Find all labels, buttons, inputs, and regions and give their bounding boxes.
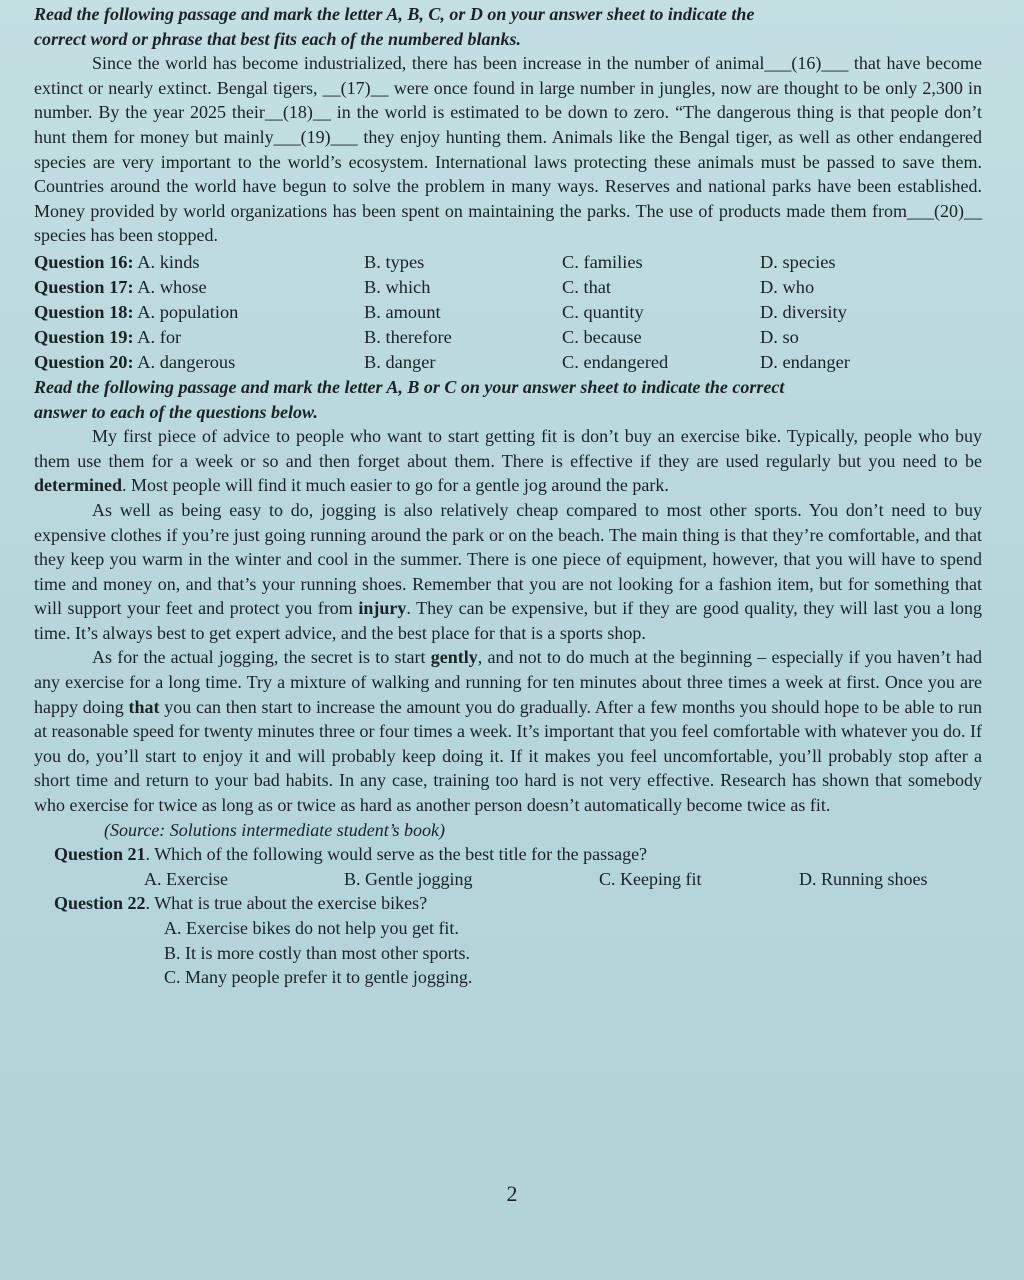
section1-instruction: Read the following passage and mark the letter A, B, C, or D on your answer sheet to indicate the correct word or phrase that best fits each of the numbered blanks. <box>34 4 755 49</box>
option-21-b: B. Gentle jogging <box>344 868 473 889</box>
question-19: Question 19: A. for B. therefore C. because D. so <box>34 326 799 347</box>
reading-paragraph-1: My first piece of advice to people who want to start getting fit is don’t buy an exercise bike. Typically, people who buy them use them for a week or so and then forget about them. There is effective if they are used regularly but you need to be determined. Most people will find it much easier to go for a gentle jog around the park. <box>34 426 982 496</box>
question-17: Question 17: A. whose B. which C. that D. who <box>34 276 815 297</box>
option-21-a: A. Exercise <box>144 868 228 889</box>
highlighted-word-determined: determined <box>34 475 122 496</box>
question-18: Question 18: A. population B. amount C. quantity D. diversity <box>34 301 847 322</box>
highlighted-word-injury: injury <box>358 598 407 619</box>
question-16: Question 16: A. kinds B. types C. families D. species <box>34 251 836 272</box>
highlighted-word-gently: gently <box>430 647 478 668</box>
option-22-b: B. It is more costly than most other sports. <box>164 942 470 963</box>
section1 <box>34 0 982 375</box>
section2 <box>34 375 982 990</box>
section2-instruction: Read the following passage and mark the letter A, B or C on your answer sheet to indicate the correct answer to each of the questions below. <box>34 376 785 422</box>
question-list <box>34 250 982 375</box>
page-number: 2 <box>506 1181 518 1206</box>
option-22-c: C. Many people prefer it to gentle jogging. <box>164 967 473 988</box>
question-22: Question 22. What is true about the exercise bikes? A. Exercise bikes do not help you get fit. B. It is more costly than most other sports. C. Many people prefer it to gentle jogging. <box>34 891 982 989</box>
question-20: Question 20: A. dangerous B. danger C. endangered D. endanger <box>34 351 850 372</box>
cloze-passage: Since the world has become industrialized, there has been increase in the number of animal___(16)___ that have become extinct or nearly extinct. Bengal tigers, __(17)__ were once found in large number in jungles, now are thought to be only 2,300 in number. By the year 2025 their__(18)__ in the world is estimated to be down to zero. “The dangerous thing is that people don’t hunt them for money but mainly___(19)___ they enjoy hunting them. Animals like the Bengal tiger, as well as other endangered species are very important to the world’s ecosystem. International laws protecting these animals must be passed to save them. Countries around the world have begun to solve the problem in many ways. Reserves and national parks have been established. Money provided by world organizations has been spent on maintaining the parks. The use of products made them from___(20)__ species has been stopped. <box>34 53 982 246</box>
option-21-c: C. Keeping fit <box>599 868 702 889</box>
question-21: Question 21. Which of the following would serve as the best title for the passage? A. Exercise B. Gentle jogging C. Keeping fit D. Running shoes <box>34 842 982 891</box>
option-21-d: D. Running shoes <box>799 868 928 889</box>
reading-paragraph-2: As well as being easy to do, jogging is also relatively cheap compared to most other sports. You don’t need to buy expensive clothes if you’re just going running around the park or on the beach. The main thing is that they’re comfortable, and that they keep you warm in the winter and cool in the summer. There is one piece of equipment, however, that you will have to spend time and money on, and that’s your running shoes. Remember that you are not looking for a fashion item, but for something that will support your feet and protect you from injury. They can be expensive, but if they are good quality, they will last you a long time. It’s always best to get expert advice, and the best place for that is a sports shop. <box>34 499 982 643</box>
highlighted-word-that: that <box>128 696 160 717</box>
reading-paragraph-3: As for the actual jogging, the secret is to start gently, and not to do much at the beginning – especially if you haven’t had any exercise for a long time. Try a mixture of walking and running for ten minutes about three times a week at first. Once you are happy doing that you can then start to increase the amount you do gradually. After a few months you should hope to be able to run at reasonable speed for twenty minutes three or four times a week. It’s important that you feel comfortable with whatever you do. If you do, you’ll start to enjoy it and will probably keep doing it. If it makes you feel uncomfortable, you’ll probably stop after a short time and return to your bad habits. In any case, training too hard is not very effective. Research has shown that somebody who exercise for twice as long as or twice as hard as another person doesn’t automatically become twice as fit. <box>34 647 982 816</box>
option-22-a: A. Exercise bikes do not help you get fit. <box>164 918 459 938</box>
source-citation: (Source: Solutions intermediate student’s book) <box>104 819 445 840</box>
